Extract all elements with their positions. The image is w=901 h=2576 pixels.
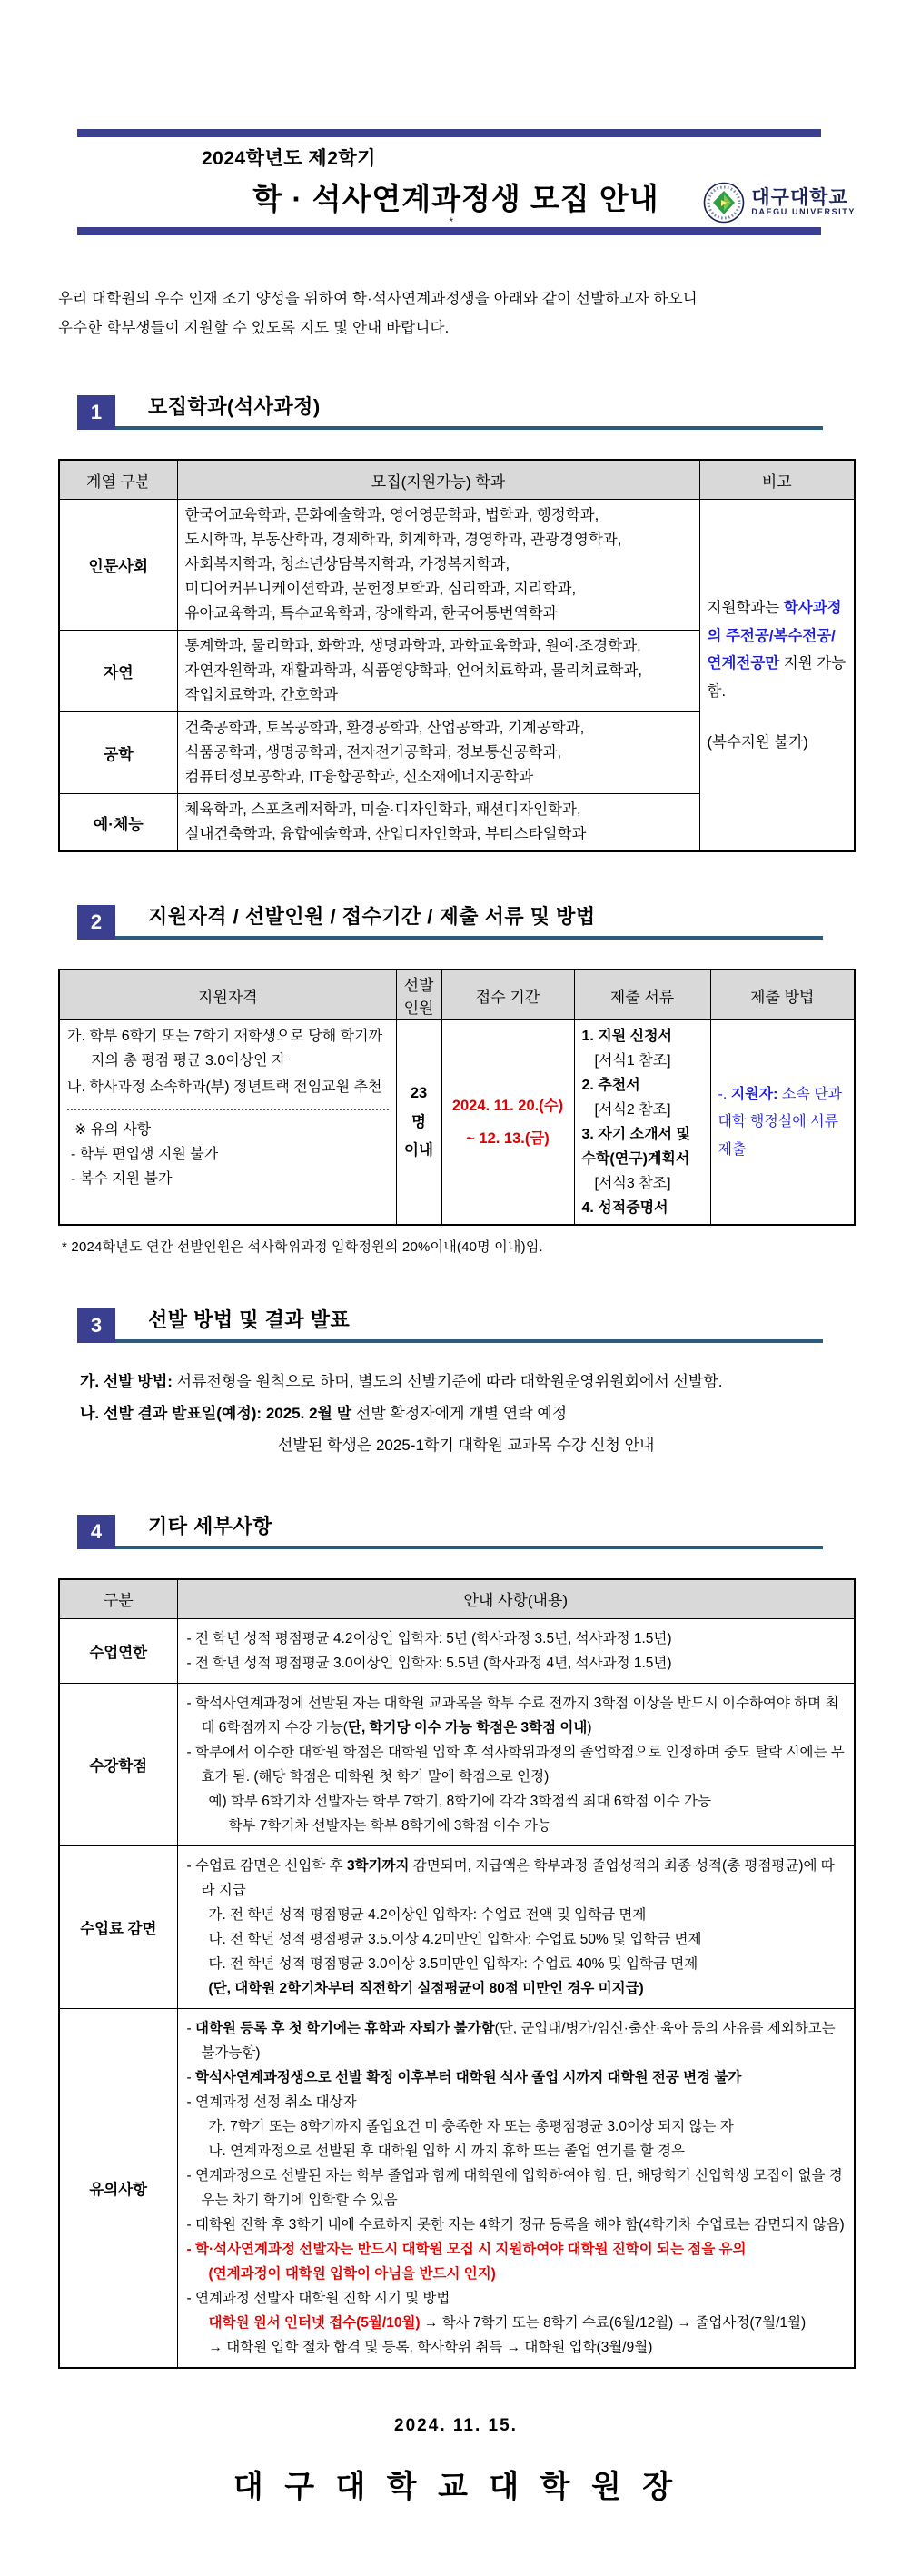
- credits-example-line: 예) 학부 6학기차 선발자는 학부 7학기, 8학기에 각각 3학점씩 최대 6학점 이수 가능: [208, 1793, 711, 1809]
- tuition-line: 나. 전 학년 성적 평점평균 3.5.이상 4.2미만인 입학자: 수업료 50% 및 입학금 면제: [208, 1931, 702, 1947]
- title-top-bar: [77, 129, 821, 137]
- section2-header: [77, 901, 854, 940]
- credits-example-line: 학부 7학기차 선발자는 학부 8학기에 3학점 이수 가능: [228, 1817, 551, 1834]
- selection-method-line: 가. 선발 방법: 서류전형을 원칙으로 하며, 별도의 선발기준에 따라 대학원운영위원회에서 선발함.: [80, 1373, 723, 1391]
- department-line: 통계학과, 물리학과, 화학과, 생명과학과, 과학교육학과, 원예·조경학과,: [184, 638, 641, 655]
- dotted-divider: [67, 1109, 389, 1110]
- departments-cell: [177, 794, 699, 852]
- section2-number: 2: [77, 905, 115, 940]
- notes-schedule-line: → 대학원 입학 절차 합격 및 등록, 학사학위 취득 → 대학원 입학(3월/9월): [208, 2339, 653, 2355]
- section2-title: 지원자격 / 선발인원 / 접수기간 / 제출 서류 및 방법: [148, 905, 596, 929]
- document-page: [0, 129, 901, 2506]
- caution-item-1: - 학부 편입생 지원 불가: [71, 1147, 219, 1163]
- section4-header: [77, 1511, 854, 1549]
- university-seal-icon: [703, 182, 745, 224]
- notes-line: - 학석사연계과정생으로 선발 확정 이후부터 대학원 석사 졸업 시까지 대학원 전공 변경 불가: [186, 2069, 742, 2085]
- category-label: 공학: [59, 712, 177, 794]
- table-row-notes: [59, 2008, 855, 2368]
- department-line: 유아교육학과, 특수교육학과, 장애학과, 한국어통번역학과: [184, 605, 558, 622]
- credits-line: - 학부에서 이수한 대학원 학점은 대학원 입학 후 석사학위과정의 졸업학점으로 인정하며 중도 탈락 시에는 무효가 됨. (해당 학점은 대학원 첫 학기 말에 학점으로 인정): [186, 1744, 845, 1785]
- department-line: 실내건축학과, 융합예술학과, 산업디자인학과, 뷰티스타일학과: [184, 826, 587, 843]
- row-label: 수업료 감면: [59, 1845, 177, 2008]
- qualification-item-2: 나. 학사과정 소속학과(부) 정년트랙 전임교원 추천: [67, 1079, 382, 1096]
- department-line: 건축공학과, 토목공학과, 환경공학과, 산업공학과, 기계공학과,: [184, 720, 585, 737]
- quota-cell: 23명 이내: [396, 1020, 441, 1226]
- details-table: [58, 1578, 856, 2369]
- col-header-quota: 선발 인원: [396, 970, 441, 1020]
- section4-title: 기타 세부사항: [148, 1514, 273, 1537]
- col-header-division: 구분: [59, 1579, 177, 1619]
- col-header-documents: 제출 서류: [574, 970, 710, 1020]
- intro-paragraph: [58, 284, 854, 343]
- departments-cell: [177, 500, 699, 631]
- document-item: 3. 자기 소개서 및 수학(연구)계획서: [581, 1127, 690, 1168]
- document-ref: [서식2 참조]: [594, 1102, 671, 1119]
- department-line: 식품공학과, 생명공학과, 전자전기공학과, 정보통신공학과,: [184, 744, 562, 761]
- university-logo: [703, 182, 856, 224]
- intro-line-1: 우리 대학원의 우수 인재 조기 양성을 위하여 학·석사연계과정생을 아래와 같이 선발하고자 하오니: [58, 291, 698, 307]
- document-item: 2. 추천서: [581, 1078, 640, 1094]
- table-row-tuition: [59, 1845, 855, 2008]
- study-years-line: - 전 학년 성적 평점평균 3.0이상인 입학자: 5.5년 (학사과정 4년, 석사과정 1.5년): [186, 1655, 672, 1671]
- col-header-period: 접수 기간: [441, 970, 574, 1020]
- tuition-line: - 수업료 감면은 신입학 후 3학기까지 감면되며, 지급액은 학부과정 졸업성적의 최종 성적(총 평점평균)에 따라 지급: [186, 1857, 835, 1898]
- department-line: 미디어커뮤니케이션학과, 문헌정보학과, 심리학과, 지리학과,: [184, 581, 577, 598]
- section1-number: 1: [77, 395, 115, 430]
- col-header-category: 계열 구분: [59, 460, 177, 500]
- section3-number: 3: [77, 1308, 115, 1343]
- issue-date: 2024. 11. 15.: [394, 2415, 518, 2435]
- departments-cell: [177, 712, 699, 794]
- logo-english-name: DAEGU UNIVERSITY: [751, 207, 856, 217]
- department-line: 체육학과, 스포츠레저학과, 미술·디자인학과, 패션디자인학과,: [184, 801, 581, 819]
- col-header-qualification: 지원자격: [59, 970, 396, 1020]
- bar-asterisk: *: [449, 215, 454, 228]
- period-cell: [441, 1020, 574, 1226]
- document-ref: [서식3 참조]: [594, 1176, 671, 1192]
- table-row-credits: [59, 1683, 855, 1845]
- notes-schedule-line: 대학원 원서 인터넷 접수(5월/10월) → 학사 7학기 또는 8학기 수료(6월/12월) → 졸업사정(7월/1월): [208, 2314, 807, 2331]
- col-header-method: 제출 방법: [710, 970, 855, 1020]
- study-years-line: - 전 학년 성적 평점평균 4.2이상인 입학자: 5년 (학사과정 3.5년, 석사과정 1.5년): [186, 1630, 672, 1646]
- intro-line-2: 우수한 학부생들이 지원할 수 있도록 지도 및 안내 바랍니다.: [58, 320, 450, 337]
- department-line: 자연자원학과, 재활과학과, 식품영양학과, 언어치료학과, 물리치료학과,: [184, 662, 642, 680]
- details-table-header-row: [59, 1579, 855, 1619]
- row-label: 유의사항: [59, 2008, 177, 2368]
- col-header-content: 안내 사항(내용): [177, 1579, 855, 1619]
- caution-title: ※ 유의 사항: [74, 1122, 152, 1139]
- category-label: 인문사회: [59, 500, 177, 631]
- section1-title: 모집학과(석사과정): [148, 395, 321, 419]
- note-sub: (복수지원 불가): [707, 734, 808, 751]
- section3-header: [77, 1305, 854, 1343]
- tuition-condition-line: (단, 대학원 2학기차부터 직전학기 실점평균이 80점 미만인 경우 미지급): [208, 1980, 644, 1996]
- department-line: 도시학과, 부동산학과, 경제학과, 회계학과, 경영학과, 관광경영학과,: [184, 532, 622, 549]
- col-header-departments: 모집(지원가능) 학과: [177, 460, 699, 500]
- period-line-1: 2024. 11. 20.(수): [451, 1098, 564, 1115]
- qualification-item-1: 가. 학부 6학기 또는 7학기 재학생으로 당해 학기까지의 총 평점 평균 3.0이상인 자: [67, 1029, 383, 1069]
- result-guidance-line: 선발된 학생은 2025-1학기 대학원 교과목 수강 신청 안내: [278, 1437, 655, 1455]
- tuition-line: 다. 전 학년 성적 평점평균 3.0이상 3.5미만인 입학자: 수업료 40% 및 입학금 면제: [208, 1955, 698, 1972]
- notes-warning-line: (연계과정이 대학원 입학이 아님을 반드시 인지): [208, 2265, 496, 2282]
- credits-line: - 학석사연계과정에 선발된 자는 대학원 교과목을 학부 수료 전까지 3학점 이상을 반드시 이수하여야 하며 최대 6학점까지 수강 가능(단, 학기당 이수 가능 학점은 3학점 이내): [186, 1695, 839, 1736]
- category-label: 자연: [59, 631, 177, 712]
- note-highlight: 학사과정의 주전공/복수전공/연계전공만: [707, 600, 842, 672]
- note-prefix: 지원학과는: [707, 600, 784, 617]
- note-cell: [699, 500, 855, 852]
- quota-footnote: * 2024학년도 연간 선발인원은 석사학위과정 입학정원의 20%이내(40명 이내)임.: [62, 1239, 543, 1256]
- application-table: [58, 969, 856, 1226]
- document-item: 4. 성적증명서: [581, 1200, 668, 1217]
- selection-method-body: [80, 1367, 854, 1462]
- major-table: [58, 459, 856, 852]
- notes-subline: 가. 7학기 또는 8학기까지 졸업요건 미 충족한 자 또는 총평점평균 3.0이상 되지 않는 자: [208, 2118, 734, 2134]
- documents-cell: [574, 1020, 710, 1226]
- application-table-header-row: [59, 970, 855, 1020]
- method-dash: -.: [718, 1086, 731, 1102]
- table-row-humanities: [59, 500, 855, 631]
- section1-header: [77, 392, 854, 430]
- logo-korean-name: 대구대학교: [751, 187, 848, 209]
- notes-line: - 대학원 등록 후 첫 학기에는 휴학과 자퇴가 불가함(단, 군입대/병가/임신·출산·육아 등의 사유를 제외하고는 불가능함): [186, 2020, 836, 2061]
- department-line: 컴퓨터정보공학과, IT융합공학과, 신소재에너지공학과: [184, 769, 534, 786]
- method-rest: 소속 단과대학 행정실에 서류 제출: [718, 1086, 843, 1158]
- notes-warning-line: - 학·석사연계과정 선발자는 반드시 대학원 모집 시 지원하여야 대학원 진학이 되는 점을 유의: [186, 2241, 747, 2257]
- method-cell: [710, 1020, 855, 1226]
- row-label: 수업연한: [59, 1618, 177, 1683]
- notes-line: - 연계과정 선발자 대학원 진학 시기 및 방법: [186, 2290, 450, 2306]
- tuition-line: 가. 전 학년 성적 평점평균 4.2이상인 입학자: 수업료 전액 및 입학금 면제: [208, 1906, 647, 1923]
- note-suffix: 지원 가능함.: [707, 655, 847, 700]
- table-row-study-years: [59, 1618, 855, 1683]
- notes-line: - 연계과정으로 선발된 자는 학부 졸업과 함께 대학원에 입학하여야 함. 단, 해당학기 신입학생 모집이 없을 경우는 차기 학기에 입학할 수 있음: [186, 2167, 843, 2208]
- section4-number: 4: [77, 1515, 115, 1549]
- notes-line: - 대학원 진학 후 3학기 내에 수료하지 못한 자는 4학기 정규 등록을 해야 함(4학기차 수업료는 감면되지 않음): [186, 2216, 845, 2233]
- col-header-note: 비고: [699, 460, 855, 500]
- row-label: 수강학점: [59, 1683, 177, 1845]
- notes-subline: 나. 연계과정으로 선발된 후 대학원 입학 시 까지 휴학 또는 졸업 연기를 할 경우: [208, 2143, 685, 2159]
- departments-cell: [177, 631, 699, 712]
- caution-item-2: - 복수 지원 불가: [71, 1171, 173, 1188]
- department-line: 작업치료학과, 간호학과: [184, 687, 339, 704]
- department-line: 한국어교육학과, 문화예술학과, 영어영문학과, 법학과, 행정학과,: [184, 507, 599, 524]
- method-applicant: 지원자:: [730, 1086, 778, 1102]
- section3-title: 선발 방법 및 결과 발표: [148, 1308, 351, 1332]
- major-table-header-row: [59, 460, 855, 500]
- document-ref: [서식1 참조]: [594, 1053, 671, 1069]
- semester-label: 2024학년도 제2학기: [202, 148, 376, 169]
- page-title: 학 · 석사연계과정생 모집 안내: [252, 182, 659, 215]
- signature-title: 대 구 대 학 교 대 학 원 장: [233, 2469, 679, 2504]
- period-line-2: ~ 12. 13.(금): [466, 1130, 550, 1148]
- document-item: 1. 지원 신청서: [581, 1029, 673, 1045]
- title-bottom-bar: [77, 215, 821, 235]
- category-label: 예·체능: [59, 794, 177, 852]
- application-table-body-row: [59, 1020, 855, 1226]
- department-line: 사회복지학과, 청소년상담복지학과, 가정복지학과,: [184, 556, 510, 573]
- notes-line: - 연계과정 선정 취소 대상자: [186, 2094, 357, 2110]
- qualification-cell: [59, 1020, 396, 1226]
- result-announcement-line: 나. 선발 결과 발표일(예정): 2025. 2월 말 선발 확정자에게 개별 연락 예정: [80, 1405, 568, 1423]
